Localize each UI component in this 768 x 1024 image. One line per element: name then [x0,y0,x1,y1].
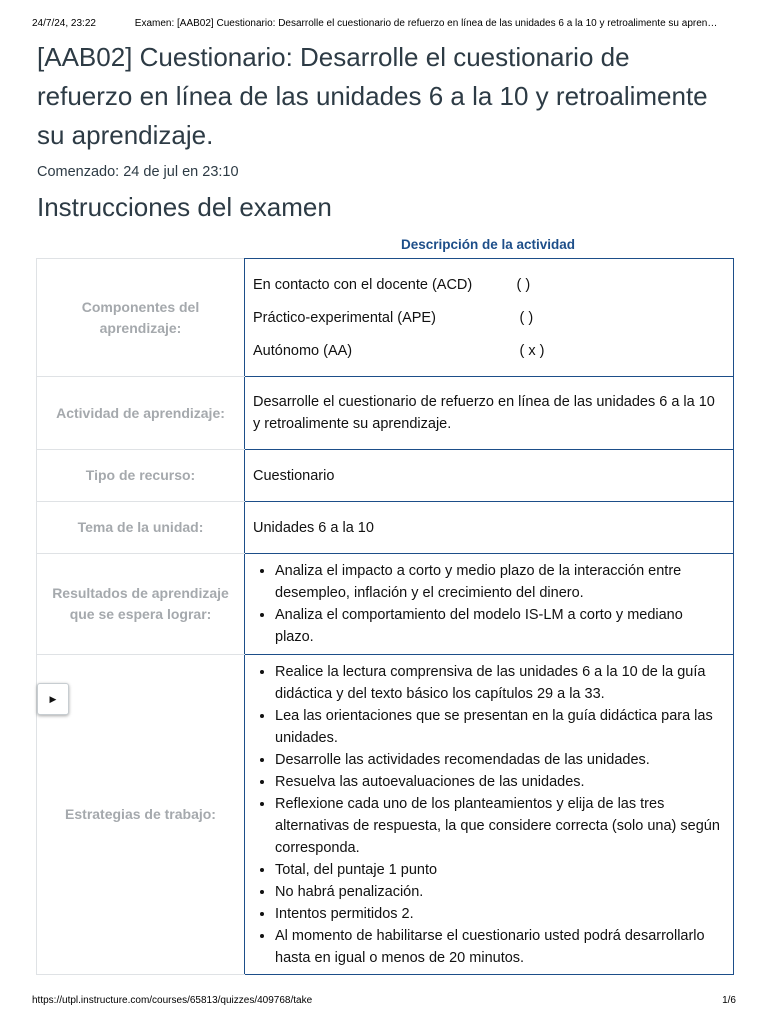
table-caption: Descripción de la actividad [400,237,576,252]
component-label: Autónomo (AA) [253,342,353,359]
play-icon: ▶ [49,693,57,704]
resource-cell: Cuestionario [245,450,734,502]
list-item: • Intentos permitidos 2. [275,903,725,925]
print-footer [32,995,736,1006]
list-item: • Lea las orientaciones que se presentan en la guía didáctica para las unidades. [275,705,725,749]
print-header [32,18,736,29]
component-mark: ( ) [516,276,531,293]
list-item: • Analiza el impacto a corto y medio plazo de la interacción entre desempleo, inflación y el crecimiento del dinero. [275,560,725,604]
row-unit-topic [37,502,734,554]
outcomes-header: Resultados de aprendizaje que se espera lograr: [37,554,245,655]
row-strategies [37,655,734,975]
strategies-list [253,661,725,969]
outcomes-cell [245,554,734,655]
print-date: 24/7/24, 23:22 [32,18,96,29]
print-title: Examen: [AAB02] Cuestionario: Desarrolle el cuestionario de refuerzo en línea de las unidades 6 a la 10 y retroalimente su apren… [134,18,718,29]
strategies-header: Estrategias de trabajo: [65,806,216,822]
strategies-cell [245,655,734,975]
play-button[interactable] [37,683,69,715]
strategies-header-cell [37,655,245,975]
component-label: En contacto con el docente (ACD) [253,276,473,293]
list-item: • No habrá penalización. [275,881,725,903]
list-item: • Total, del puntaje 1 punto [275,859,725,881]
list-item: • Resuelva las autoevaluaciones de las unidades. [275,771,725,793]
row-components [37,259,734,377]
footer-url: https://utpl.instructure.com/courses/65813/quizzes/409768/take [32,995,313,1006]
unit-topic-cell: Unidades 6 a la 10 [245,502,734,554]
activity-header: Actividad de aprendizaje: [37,377,245,450]
activity-table [36,258,734,975]
activity-cell: Desarrolle el cuestionario de refuerzo en línea de las unidades 6 a la 10 y retroalimente su aprendizaje. [245,377,734,450]
component-mark: ( x ) [519,342,545,359]
row-resource [37,450,734,502]
list-item: • Desarrolle las actividades recomendadas de las unidades. [275,749,725,771]
component-mark: ( ) [519,309,534,326]
instructions-heading: Instrucciones del examen [37,192,332,222]
list-item: • Al momento de habilitarse el cuestionario usted podrá desarrollarlo hasta en igual o menos de 20 minutos. [275,925,725,969]
component-label: Práctico-experimental (APE) [253,309,436,326]
unit-topic-header: Tema de la unidad: [37,502,245,554]
list-item: • Analiza el comportamiento del modelo IS-LM a corto y mediano plazo. [275,604,725,648]
list-item: • Reflexione cada uno de los planteamientos y elija de las tres alternativas de respuesta, la que considere correcta (solo una) según corresponda. [275,793,725,859]
outcomes-list [253,560,725,648]
row-outcomes [37,554,734,655]
resource-header: Tipo de recurso: [37,450,245,502]
component-item [253,268,725,301]
components-cell [245,259,734,377]
row-activity [37,377,734,450]
started-timestamp: Comenzado: 24 de jul en 23:10 [37,164,239,180]
components-header: Componentes del aprendizaje: [37,259,245,377]
footer-page-number: 1/6 [722,995,736,1006]
component-item [253,334,725,367]
page-title: [AAB02] Cuestionario: Desarrolle el cuestionario de refuerzo en línea de las unidades 6 a la 10 y retroalimente su aprendizaje. [37,42,708,150]
component-item [253,301,725,334]
list-item: • Realice la lectura comprensiva de las unidades 6 a la 10 de la guía didáctica y del texto básico los capítulos 29 a la 33. [275,661,725,705]
